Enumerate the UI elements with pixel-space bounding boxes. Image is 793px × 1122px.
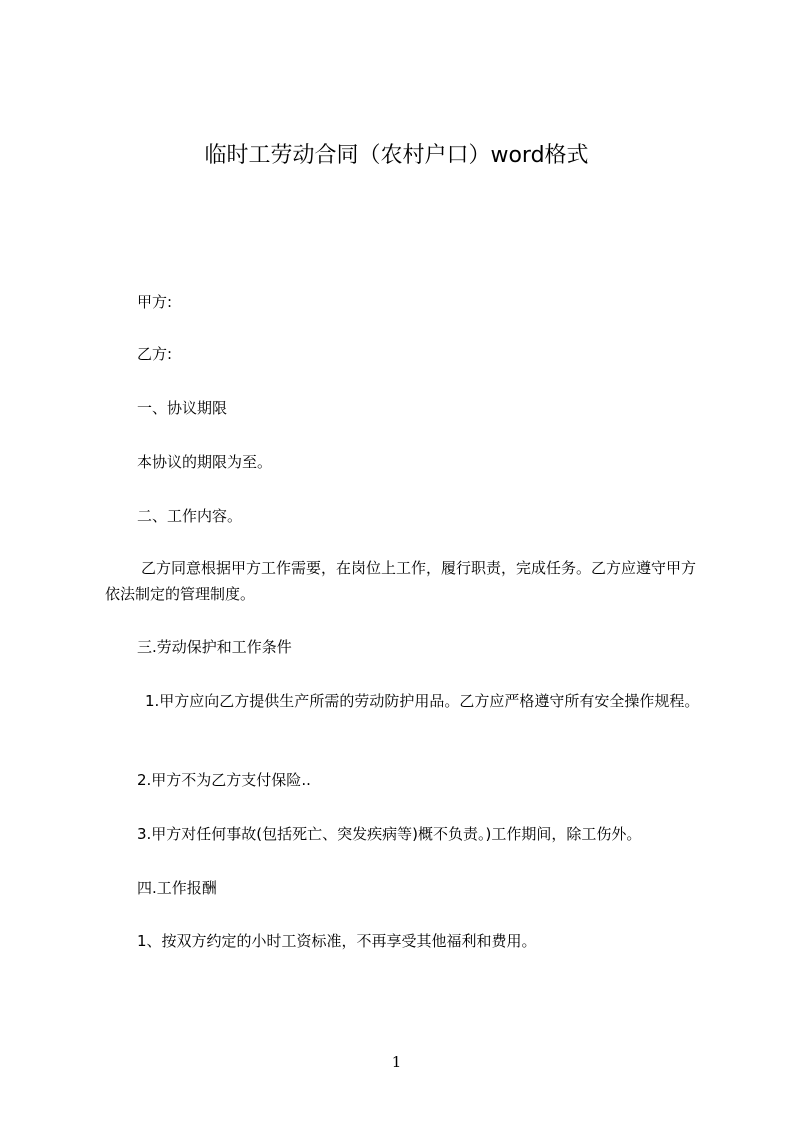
party-a-line: 甲方: (137, 293, 173, 311)
section-heading-3: 三.劳动保护和工作条件 (137, 638, 292, 656)
section-heading-4: 四.工作报酬 (137, 879, 217, 897)
page-number: 1 (391, 1053, 402, 1071)
paragraph-work-content: 乙方同意根据甲方工作需要，在岗位上工作，履行职责，完成任务。乙方应遵守甲方依法制定的管理制度。 (105, 559, 697, 603)
section-heading-2: 二、工作内容。 (137, 507, 243, 525)
paragraph-item-3-2: 2.甲方不为乙方支付保险.. (137, 771, 311, 789)
paragraph-item-4-1: 1、按双方约定的小时工资标准，不再享受其他福利和费用。 (137, 932, 537, 950)
section-heading-1: 一、协议期限 (137, 399, 228, 417)
paragraph-item-3-3: 3.甲方对任何事故(包括死亡、突发疾病等)概不负责。)工作期间，除工伤外。 (137, 825, 642, 843)
party-b-line: 乙方: (137, 345, 173, 363)
paragraph-term: 本协议的期限为至。 (137, 453, 273, 471)
document-title: 临时工劳动合同（农村户口）word格式 (204, 143, 589, 168)
paragraph-item-3-1: 1.甲方应向乙方提供生产所需的劳动防护用品。乙方应严格遵守所有安全操作规程。 (145, 692, 700, 710)
